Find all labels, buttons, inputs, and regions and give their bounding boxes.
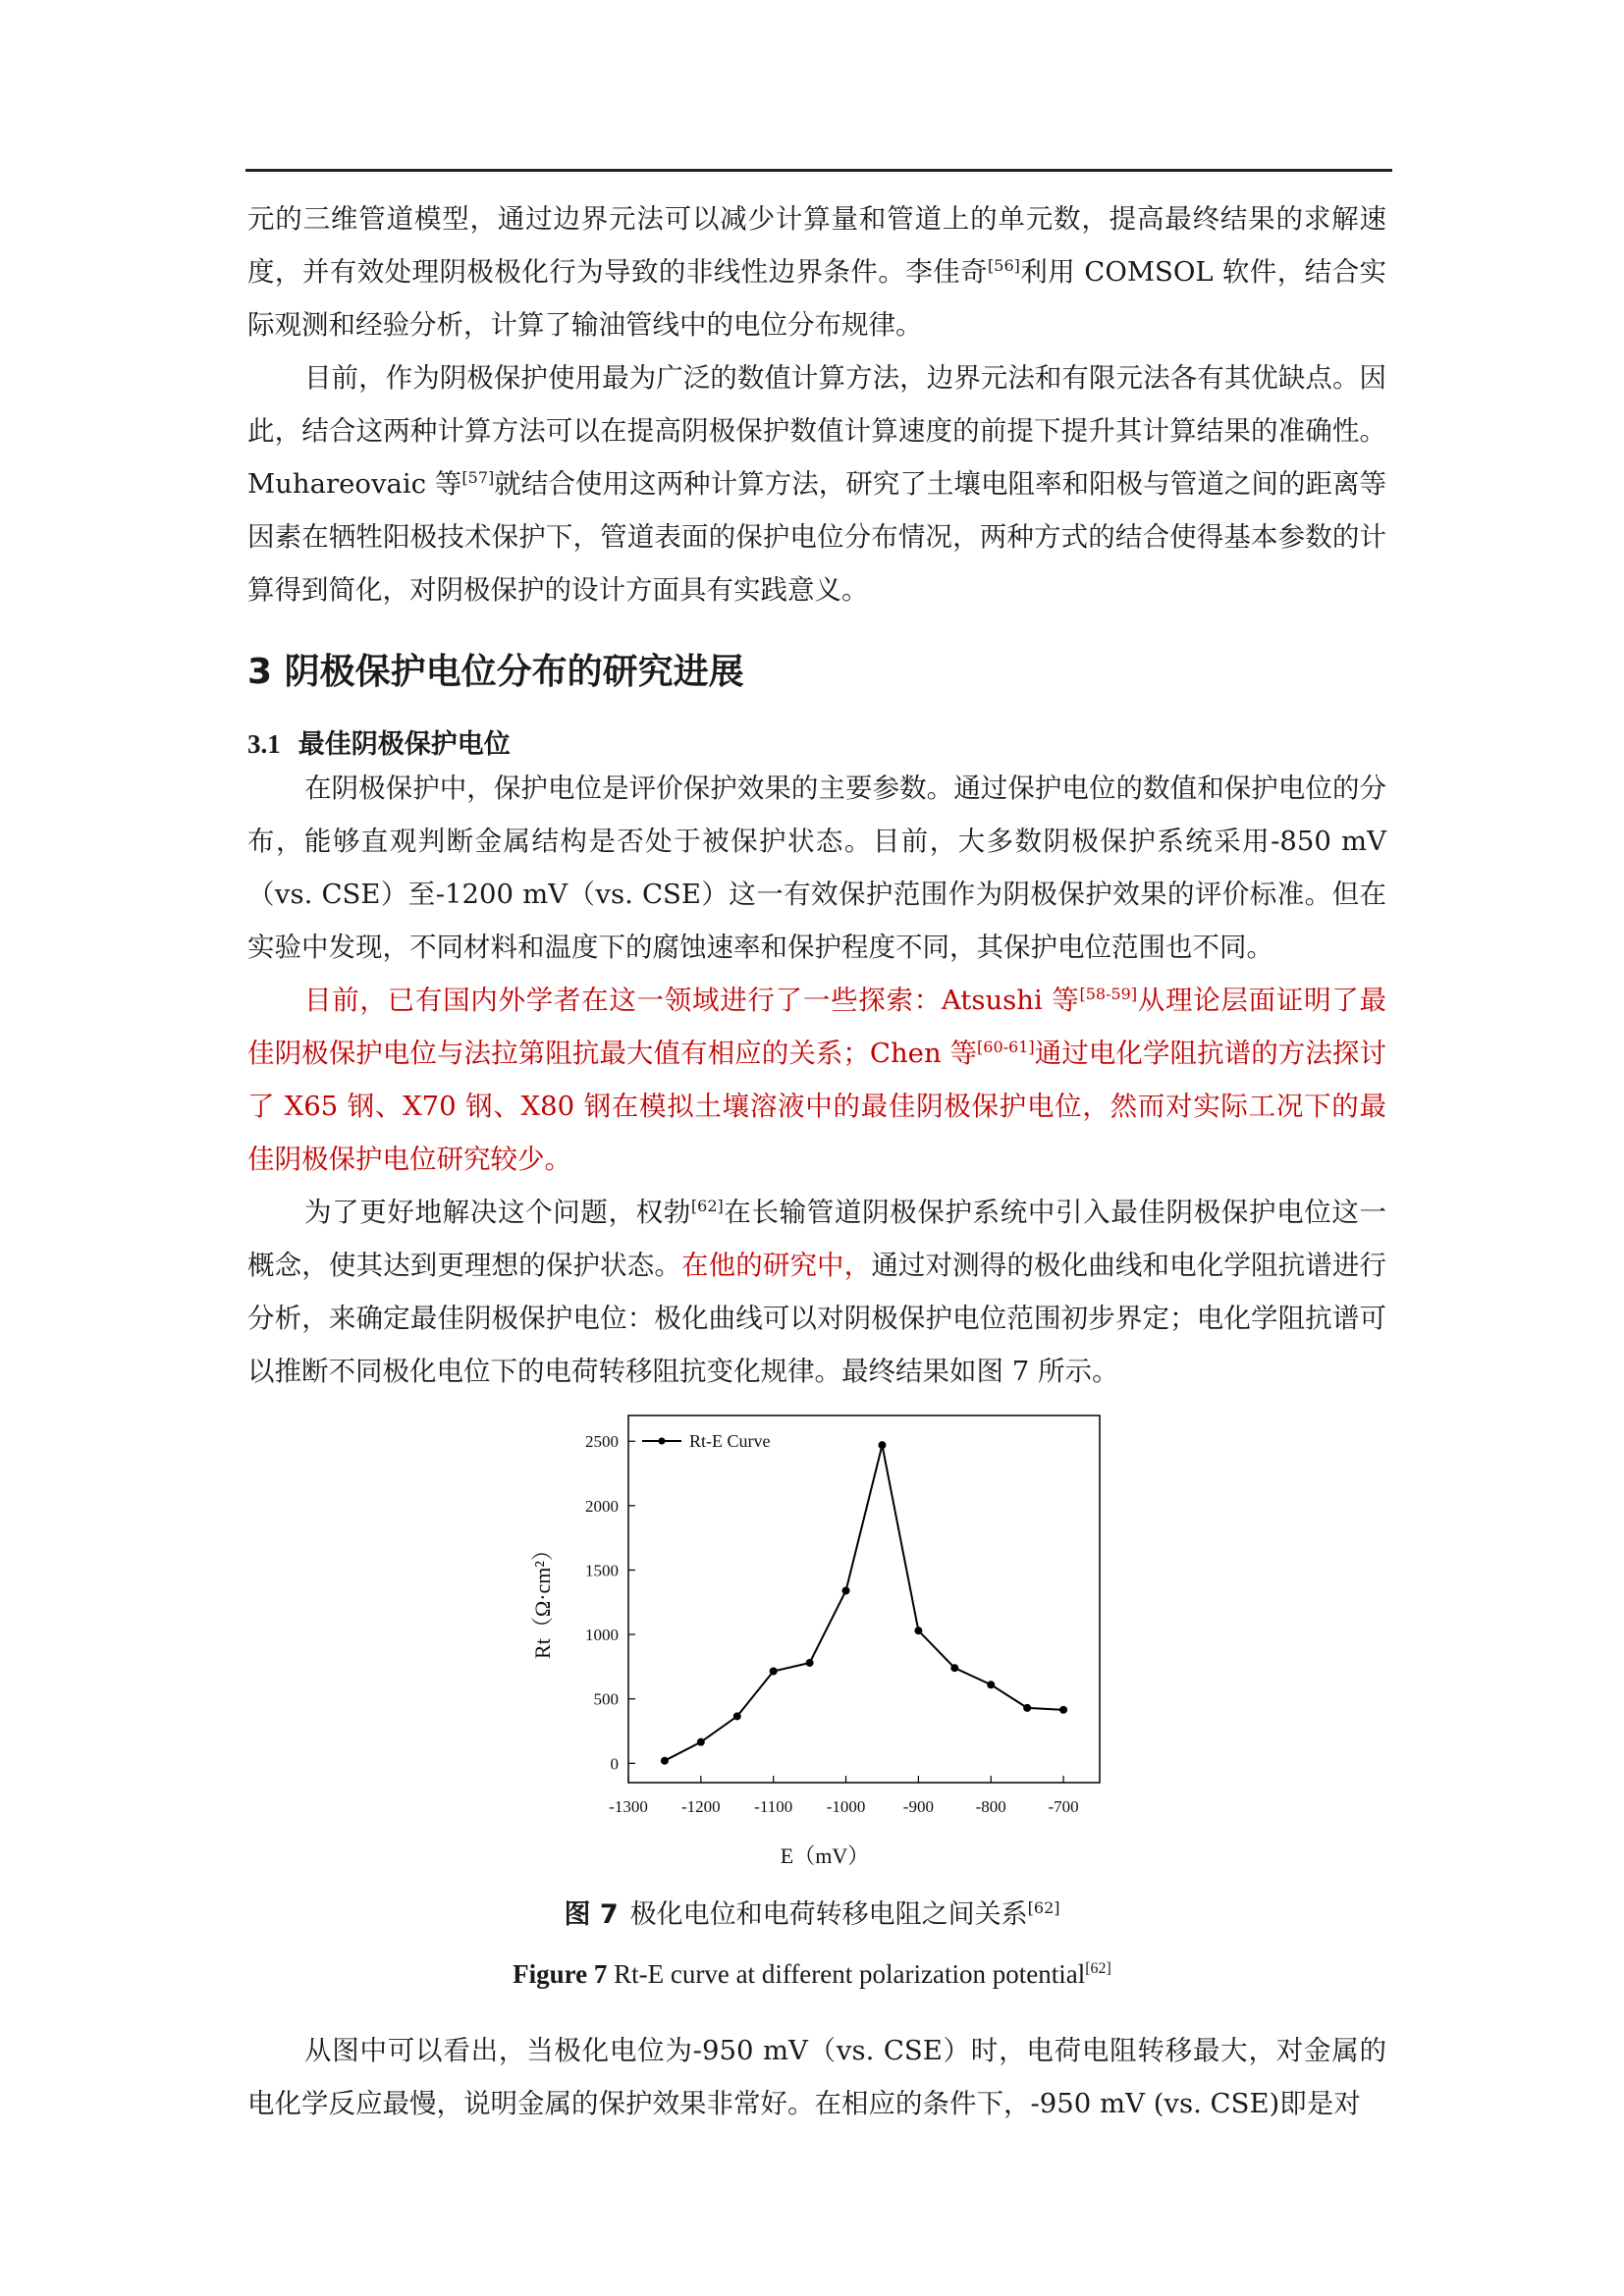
legend — [642, 1431, 771, 1451]
x-tick-label: -1100 — [754, 1797, 793, 1816]
y-tick-label: 500 — [593, 1689, 619, 1709]
data-point — [950, 1664, 958, 1672]
series-line — [665, 1445, 1063, 1761]
plot-frame — [628, 1415, 1100, 1783]
subsection-title: 最佳阴极保护电位 — [298, 729, 511, 760]
citation-58-59[interactable]: [58-59] — [1079, 984, 1138, 1003]
x-tick-label: -1000 — [826, 1797, 866, 1816]
paragraph-4-highlighted: 目前，已有国内外学者在这一领域进行了一些探索：Atsushi 等[58-59]从理论层面证明了最佳阴极保护电位与法拉第阻抗最大值有相应的关系；Chen 等[60-61]通过电化学阻抗谱的方法探讨了 X65 钢、X70 钢、X80 钢在模拟土壤溶液中的最佳阴极保护电位，然而对实际工况下的最佳阴极保护电位研究较少。 — [247, 984, 1387, 1175]
citation-56[interactable]: [56] — [988, 255, 1020, 275]
y-tick-label: 2000 — [585, 1496, 619, 1516]
data-point — [914, 1627, 922, 1634]
paragraph-6: 从图中可以看出，当极化电位为-950 mV（vs. CSE）时，电荷电阻转移最大，对金属的电化学反应最慢，说明金属的保护效果非常好。在相应的条件下，-950 mV (vs. CSE)即是对 — [247, 2035, 1386, 2119]
y-tick-label: 1000 — [585, 1626, 619, 1645]
paragraph-3: 在阴极保护中，保护电位是评价保护效果的主要参数。通过保护电位的数值和保护电位的分布，能够直观判断金属结构是否处于被保护状态。目前，大多数阴极保护系统采用-850 mV（vs. CSE）至-1200 mV（vs. CSE）这一有效保护范围作为阴极保护效果的评价标准。但在实验中发现，不同材料和温度下的腐蚀速率和保护程度不同，其保护电位范围也不同。 — [247, 773, 1386, 963]
citation-60-61[interactable]: [60-61] — [977, 1037, 1035, 1056]
subsection-heading — [247, 722, 511, 761]
data-point — [878, 1441, 886, 1449]
data-point — [733, 1712, 741, 1720]
citation-57[interactable]: [57] — [461, 467, 495, 487]
y-axis-label: Rt（Ω·cm²） — [530, 1539, 555, 1659]
data-point — [661, 1757, 669, 1765]
data-point — [1059, 1706, 1067, 1714]
data-point — [770, 1667, 778, 1675]
x-tick-label: -900 — [902, 1797, 934, 1816]
rt-e-chart — [520, 1406, 1129, 1877]
paragraph-5: 为了更好地解决这个问题，权勃[62]在长输管道阴极保护系统中引入最佳阴极保护电位这一概念，使其达到更理想的保护状态。在他的研究中，通过对测得的极化曲线和电化学阻抗谱进行分析，来确定最佳阴极保护电位：极化曲线可以对阴极保护电位范围初步界定；电化学阻抗谱可以推断不同极化电位下的电荷转移阻抗变化规律。最终结果如图 7 所示。 — [247, 1196, 1387, 1387]
x-axis-label: E（mV） — [780, 1843, 870, 1868]
header-rule — [245, 169, 1392, 172]
y-tick-label: 0 — [610, 1754, 619, 1774]
data-point — [987, 1681, 995, 1688]
subsection-number: 3.1 — [247, 729, 281, 759]
paragraph-1: 元的三维管道模型，通过边界元法可以减少计算量和管道上的单元数，提高最终结果的求解速度，并有效处理阴极极化行为导致的非线性边界条件。李佳奇[56]利用 COMSOL 软件，结合实际观测和经验分析，计算了输油管线中的电位分布规律。 — [247, 203, 1386, 341]
data-point — [806, 1659, 814, 1667]
data-point — [697, 1738, 705, 1746]
paragraph-2: 目前，作为阴极保护使用最为广泛的数值计算方法，边界元法和有限元法各有其优缺点。因此，结合这两种计算方法可以在提高阴极保护数值计算速度的前提下提升其计算结果的准确性。Muhareovaic 等[57]就结合使用这两种计算方法，研究了土壤电阻率和阳极与管道之间的距离等因素在牺牲阳极技术保护下，管道表面的保护电位分布情况，两种方式的结合使得基本参数的计算得到简化，对阴极保护的设计方面具有实践意义。 — [247, 362, 1386, 606]
highlighted-phrase: 在他的研究中， — [680, 1250, 872, 1281]
legend-marker — [659, 1438, 666, 1445]
figure-caption-zh: 图 7 极化电位和电荷转移电阻之间关系[62] — [564, 1898, 1060, 1930]
data-point — [1023, 1704, 1031, 1712]
y-tick-label: 2500 — [585, 1432, 619, 1452]
x-tick-label: -1200 — [681, 1797, 721, 1816]
citation-62[interactable]: [62] — [690, 1196, 724, 1215]
x-tick-label: -700 — [1048, 1797, 1079, 1816]
x-tick-label: -800 — [975, 1797, 1006, 1816]
figure-caption-en: Figure 7 Rt-E curve at different polarization potential[62] — [513, 1959, 1111, 1989]
x-tick-label: -1300 — [609, 1797, 648, 1816]
data-point — [842, 1586, 850, 1594]
y-tick-label: 1500 — [585, 1561, 619, 1580]
legend-label: Rt-E Curve — [689, 1431, 771, 1451]
section-heading: 3 阴极保护电位分布的研究进展 — [247, 652, 744, 692]
